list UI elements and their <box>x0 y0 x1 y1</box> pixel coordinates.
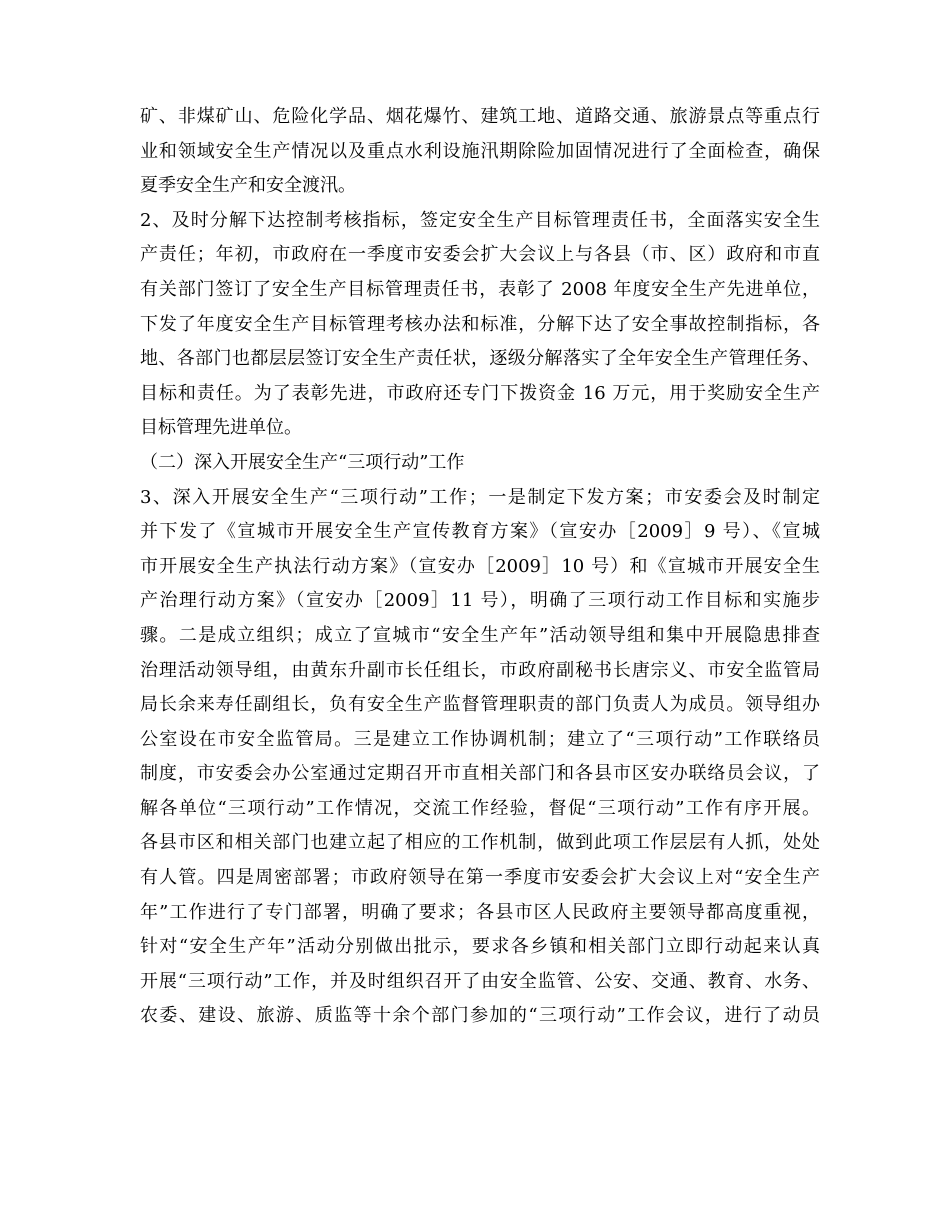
text-line: 治理活动领导组，由黄东升副市长任组长，市政府副秘书长唐宗义、市安全监管局 <box>140 659 820 681</box>
text-line: 市开展安全生产执法行动方案》（宣安办［2009］10 号）和《宣城市开展安全生 <box>140 555 820 577</box>
document-body <box>140 100 820 1034</box>
text-line: 解各单位“三项行动”工作情况，交流工作经验，督促“三项行动”工作有序开展。 <box>140 797 820 819</box>
text-line: 业和领域安全生产情况以及重点水利设施汛期除险加固情况进行了全面检查，确保 <box>140 140 820 162</box>
text-line: 制度，市安委会办公室通过定期召开市直相关部门和各县市区安办联络员会议，了 <box>140 763 820 785</box>
section-heading: （二）深入开展安全生产“三项行动”工作 <box>140 451 465 473</box>
text-line: 目标管理先进单位。 <box>140 417 302 439</box>
text-line: 矿、非煤矿山、危险化学品、烟花爆竹、建筑工地、道路交通、旅游景点等重点行 <box>140 106 820 127</box>
text-line: 夏季安全生产和安全渡汛。 <box>140 175 356 197</box>
text-line: 下发了年度安全生产目标管理考核办法和标准，分解下达了安全事故控制指标，各 <box>140 313 820 335</box>
text-line: 目标和责任。为了表彰先进，市政府还专门下拨资金 16 万元，用于奖励安全生产 <box>140 382 820 404</box>
text-line: 有人管。四是周密部署；市政府领导在第一季度市安委会扩大会议上对“安全生产 <box>140 867 820 889</box>
text-line: 骤。二是成立组织；成立了宣城市“安全生产年”活动领导组和集中开展隐患排查 <box>140 624 820 646</box>
text-line: 3、深入开展安全生产“三项行动”工作；一是制定下发方案；市安委会及时制定 <box>140 486 820 508</box>
text-line: 开展“三项行动”工作，并及时组织召开了由安全监管、公安、交通、教育、水务、 <box>140 970 820 992</box>
text-line: 2、及时分解下达控制考核指标，签定安全生产目标管理责任书，全面落实安全生 <box>140 209 820 231</box>
text-line: 公室设在市安全监管局。三是建立工作协调机制；建立了“三项行动”工作联络员 <box>140 728 820 750</box>
text-line: 各县市区和相关部门也建立起了相应的工作机制，做到此项工作层层有人抓，处处 <box>140 832 820 854</box>
text-line: 局长余来寿任副组长，负有安全生产监督管理职责的部门负责人为成员。领导组办 <box>140 694 820 716</box>
text-line: 产治理行动方案》（宣安办［2009］11 号），明确了三项行动工作目标和实施步 <box>140 590 820 612</box>
text-line: 年”工作进行了专门部署，明确了要求；各县市区人民政府主要领导都高度重视， <box>140 901 820 923</box>
text-line: 针对“安全生产年”活动分别做出批示，要求各乡镇和相关部门立即行动起来认真 <box>140 936 820 958</box>
text-line: 并下发了《宣城市开展安全生产宣传教育方案》（宣安办［2009］9 号）、《宣城 <box>140 521 820 543</box>
text-line: 地、各部门也都层层签订安全生产责任状，逐级分解落实了全年安全生产管理任务、 <box>140 348 820 370</box>
text-line: 农委、建设、旅游、质监等十余个部门参加的“三项行动”工作会议，进行了动员 <box>140 1005 820 1027</box>
text-line: 有关部门签订了安全生产目标管理责任书，表彰了 2008 年度安全生产先进单位， <box>140 278 820 300</box>
text-line: 产责任；年初，市政府在一季度市安委会扩大会议上与各县（市、区）政府和市直 <box>140 244 820 266</box>
